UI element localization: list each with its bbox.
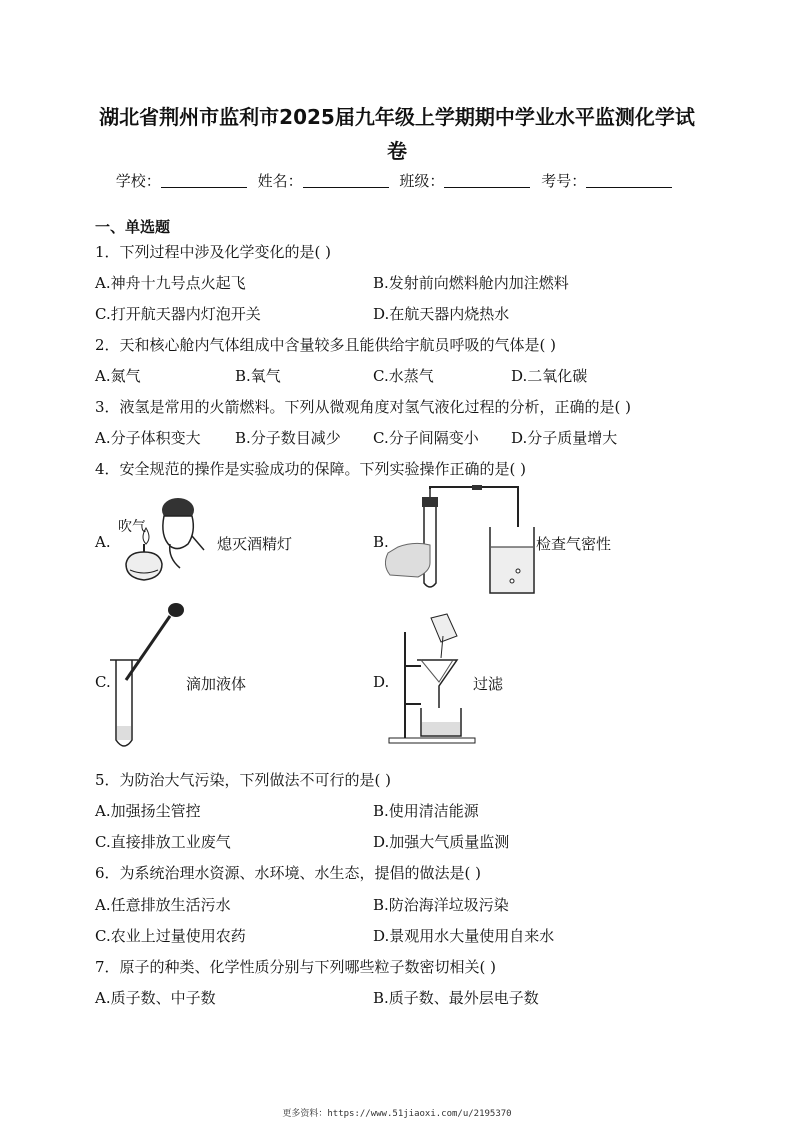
question-7-option-a[interactable]: A.质子数、中子数 xyxy=(95,989,216,1007)
student-info-row xyxy=(0,170,794,191)
question-5-stem: 5．为防治大气污染，下列做法不可行的是( ) xyxy=(95,771,392,789)
question-6-option-d[interactable]: D.景观用水大量使用自来水 xyxy=(373,927,555,945)
question-2-stem: 2．天和核心舱内气体组成中含量较多且能供给宇航员呼吸的气体是( ) xyxy=(95,336,557,354)
question-4-option-a-letter[interactable]: A. xyxy=(95,533,111,551)
number-label: 考号： xyxy=(541,172,587,190)
question-4-option-d-text: 过滤 xyxy=(473,675,504,693)
section-heading: 一、单选题 xyxy=(95,218,171,236)
question-4-option-b-letter[interactable]: B. xyxy=(373,533,389,551)
question-7-option-b[interactable]: B.质子数、最外层电子数 xyxy=(373,989,539,1007)
exam-title xyxy=(60,100,734,168)
question-2-option-c[interactable]: C.水蒸气 xyxy=(373,367,434,385)
question-3-stem: 3．液氢是常用的火箭燃料。下列从微观角度对氢气液化过程的分析，正确的是( ) xyxy=(95,398,632,416)
question-2-option-b[interactable]: B.氧气 xyxy=(235,367,281,385)
question-3-option-b[interactable]: B.分子数目减少 xyxy=(235,429,341,447)
title-line-2: 卷 xyxy=(387,139,407,163)
question-1-option-b[interactable]: B.发射前向燃料舱内加注燃料 xyxy=(373,274,569,292)
question-4-option-c-letter[interactable]: C. xyxy=(95,673,111,691)
question-1-option-a[interactable]: A.神舟十九号点火起飞 xyxy=(95,274,246,292)
question-4-option-b-text: 检查气密性 xyxy=(536,535,612,553)
question-3-option-d[interactable]: D.分子质量增大 xyxy=(511,429,618,447)
question-7-stem: 7．原子的种类、化学性质分别与下列哪些粒子数密切相关( ) xyxy=(95,958,497,976)
question-1-option-c[interactable]: C.打开航天器内灯泡开关 xyxy=(95,305,261,323)
name-blank[interactable] xyxy=(303,173,389,188)
question-1-stem: 1．下列过程中涉及化学变化的是( ) xyxy=(95,243,332,261)
question-2-option-d[interactable]: D.二氧化碳 xyxy=(511,367,588,385)
question-4-stem: 4．安全规范的操作是实验成功的保障。下列实验操作正确的是( ) xyxy=(95,460,527,478)
question-4-option-c-text: 滴加液体 xyxy=(186,675,247,693)
alcohol-lamp-figure xyxy=(108,488,208,588)
name-label: 姓名： xyxy=(257,172,303,190)
school-blank[interactable] xyxy=(161,173,247,188)
school-label: 学校： xyxy=(115,172,161,190)
class-label: 班级： xyxy=(399,172,445,190)
question-1-option-d[interactable]: D.在航天器内烧热水 xyxy=(373,305,510,323)
question-3-option-c[interactable]: C.分子间隔变小 xyxy=(373,429,479,447)
question-6-option-a[interactable]: A.任意排放生活污水 xyxy=(95,896,231,914)
blow-air-label: 吹气 xyxy=(118,519,146,535)
number-blank[interactable] xyxy=(586,173,672,188)
question-4-option-d-letter[interactable]: D. xyxy=(373,673,390,691)
question-5-option-c[interactable]: C.直接排放工业废气 xyxy=(95,833,231,851)
question-5-option-a[interactable]: A.加强扬尘管控 xyxy=(95,802,201,820)
title-line-1: 湖北省荆州市监利市2025届九年级上学期期中学业水平监测化学试 xyxy=(99,105,695,129)
question-4-option-a-text: 熄灭酒精灯 xyxy=(217,535,293,553)
question-6-stem: 6．为系统治理水资源、水环境、水生态，提倡的做法是( ) xyxy=(95,864,482,882)
question-3-option-a[interactable]: A.分子体积变大 xyxy=(95,429,201,447)
question-2-option-a[interactable]: A.氮气 xyxy=(95,367,141,385)
filtration-figure xyxy=(385,612,485,747)
question-6-option-b[interactable]: B.防治海洋垃圾污染 xyxy=(373,896,509,914)
question-5-option-d[interactable]: D.加强大气质量监测 xyxy=(373,833,510,851)
dropper-figure xyxy=(108,600,188,755)
class-blank[interactable] xyxy=(444,173,530,188)
airtightness-figure xyxy=(378,485,538,595)
question-6-option-c[interactable]: C.农业上过量使用农药 xyxy=(95,927,246,945)
question-5-option-b[interactable]: B.使用清洁能源 xyxy=(373,802,479,820)
footer-link[interactable]: 更多资料：https://www.51jiaoxi.com/u/2195370 xyxy=(282,1109,512,1119)
